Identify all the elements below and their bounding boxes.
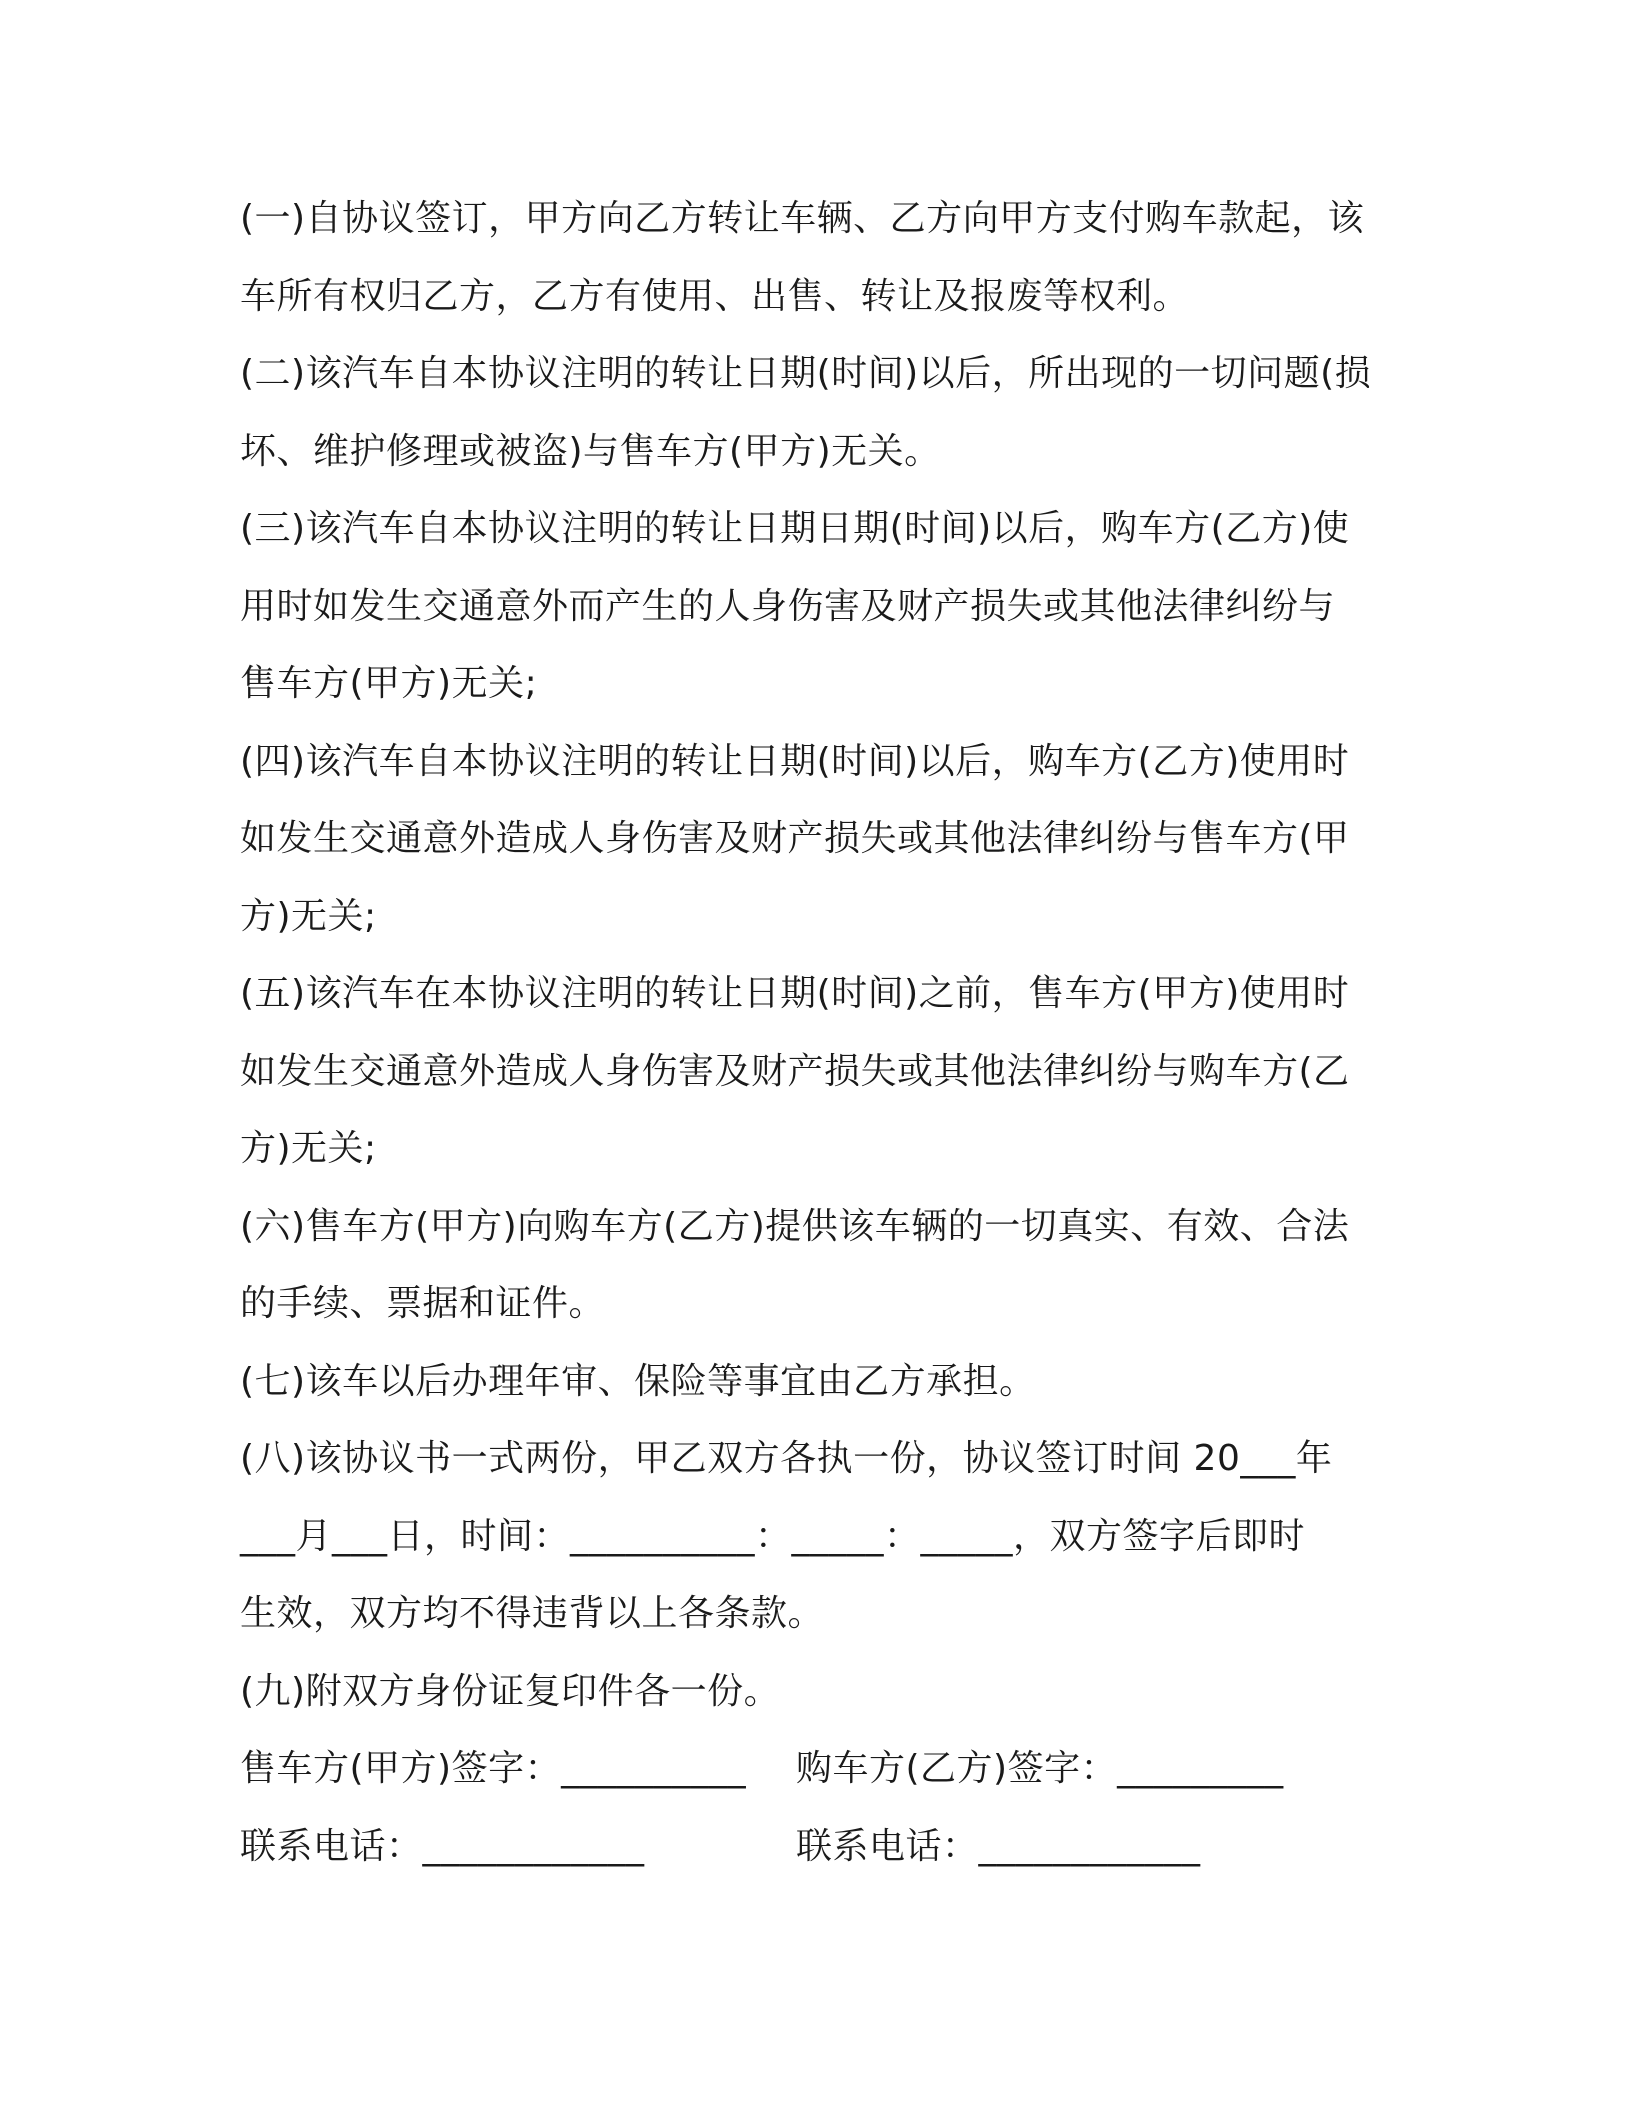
seller-phone-field: 联系电话：____________ <box>240 1825 645 1867</box>
document-body <box>240 186 1390 1891</box>
clause-4-line-2: 如发生交通意外造成人身伤害及财产损失或其他法律纠纷与售车方(甲 <box>240 818 1350 859</box>
seller-signature-field: 售车方(甲方)签字：__________ <box>240 1748 747 1789</box>
clause-3-line-3: 售车方(甲方)无关; <box>240 663 538 704</box>
clause-3-line-1: (三)该汽车自本协议注明的转让日期日期(时间)以后，购车方(乙方)使 <box>240 508 1350 549</box>
clause-8-line-1: (八)该协议书一式两份，甲乙双方各执一份，协议签订时间 20___年 <box>240 1438 1333 1479</box>
clause-5-line-1: (五)该汽车在本协议注明的转让日期(时间)之前，售车方(甲方)使用时 <box>240 973 1350 1014</box>
clause-9-line-1: (九)附双方身份证复印件各一份。 <box>240 1670 781 1712</box>
buyer-phone-field: 联系电话：____________ <box>796 1825 1201 1867</box>
clause-1-line-2: 车所有权归乙方，乙方有使用、出售、转让及报废等权利。 <box>240 275 1190 317</box>
phone-row <box>240 1814 1390 1892</box>
clause-4-line-1: (四)该汽车自本协议注明的转让日期(时间)以后，购车方(乙方)使用时 <box>240 740 1350 782</box>
clause-2-line-2: 坏、维护修理或被盗)与售车方(甲方)无关。 <box>240 430 941 472</box>
signature-row <box>240 1736 1390 1814</box>
clause-8-line-3: 生效，双方均不得违背以上各条款。 <box>240 1593 825 1634</box>
clause-2-line-1: (二)该汽车自本协议注明的转让日期(时间)以后，所出现的一切问题(损 <box>240 353 1372 394</box>
clause-1-line-1: (一)自协议签订，甲方向乙方转让车辆、乙方向甲方支付购车款起，该 <box>240 198 1365 239</box>
clause-6-line-1: (六)售车方(甲方)向购车方(乙方)提供该车辆的一切真实、有效、合法 <box>240 1205 1350 1247</box>
clause-6-line-2: 的手续、票据和证件。 <box>240 1283 606 1324</box>
clause-4-line-3: 方)无关; <box>240 895 377 937</box>
clause-3-line-2: 用时如发生交通意外而产生的人身伤害及财产损失或其他法律纠纷与 <box>240 585 1336 627</box>
clause-5-line-3: 方)无关; <box>240 1128 377 1169</box>
buyer-signature-field: 购车方(乙方)签字：_________ <box>796 1748 1284 1789</box>
clause-5-line-2: 如发生交通意外造成人身伤害及财产损失或其他法律纠纷与购车方(乙 <box>240 1050 1350 1092</box>
clause-8-line-2: ___月___日，时间：__________：_____：_____，双方签字后即时 <box>240 1515 1306 1557</box>
clause-7-line-1: (七)该车以后办理年审、保险等事宜由乙方承担。 <box>240 1360 1036 1402</box>
